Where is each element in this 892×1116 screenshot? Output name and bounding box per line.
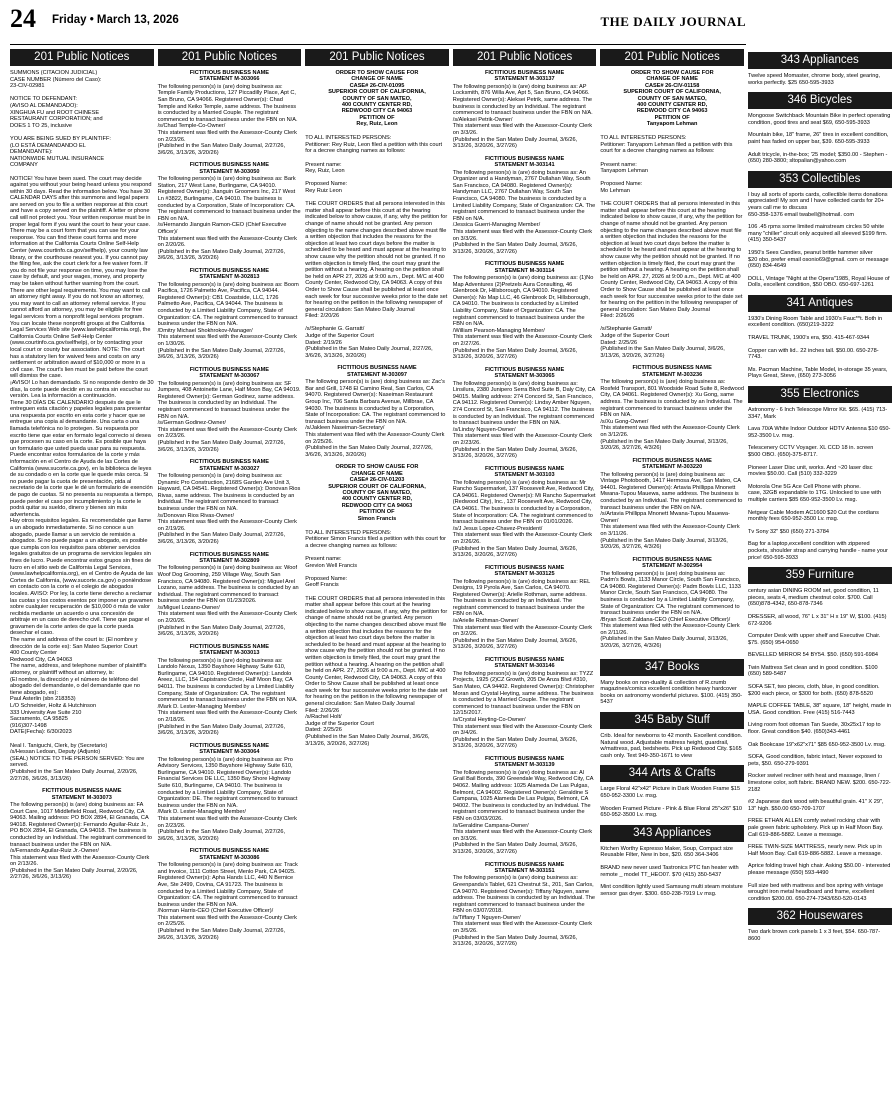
- notice-title: ORDER TO SHOW CAUSE FOR CHANGE OF NAME CASE# 26-CIV-01095 SUPERIOR COURT OF CALIFORNIA, COUNTY OF SAN MATEO, 400 COUNTY CENTER RD, REDWOOD CITY CA 94063 PETITION OF Rey, Ruiz, Leon: [328, 70, 426, 128]
- classified-ad: Mongoose Switchback Mountain Bike in perfect operating condition, good tires and seat $69, 650-595-3933: [747, 113, 891, 126]
- section-header: 343 Appliances: [600, 825, 744, 842]
- classified-ad: Ms. Pacman Machine, Table Model, in-storage 35 years, Plays Great, Steve, (650) 273-3056: [747, 366, 888, 380]
- classified-ad: Twelve speed Momaster, chrome body, steel gearing, works perfectly. $25 650-595-3933: [747, 73, 881, 86]
- notice-body: The following person(s) is (are) doing business as: Boom Pacifica, 1726 Palmetto Ave, Pacifica, CA 94044. Registered Owner(s): CB1 Coastside, LLC, 1726 Palmetto Ave, Pacifica, CA 94044. The business is conducted by a Limited Liability Company, State of Organization: CA. The registrant commenced to transact business under the FBN on N/A. /Dmitry Michael Shokhrokov-Manager/ This statement was filed with the Assessor-County Clerk on 1/30/26. (Published in the San Mateo Daily Journal, 2/27/26, 3/6/26, 3/13/26, 3/20/26): [157, 281, 299, 361]
- notice: [10, 788, 154, 881]
- classified-ad: Copper can with lid.. 22 inches tall. $50.00. 650-278-7743.: [747, 347, 879, 361]
- notice-title: ORDER TO SHOW CAUSE FOR CHANGE OF NAME CASE# 26-CIV-01203 SUPERIOR COURT OF CALIFORNIA, COUNTY OF SAN MATEO, 400 COUNTY CENTER RD, REDWOOD CITY CA 94063 PETITION OF Simon Francis: [328, 464, 426, 522]
- notice-body: The following person(s) is (are) doing business as: Mr Rancho Supermarket, 137 Roosevelt Ave, Redwood City, CA 94061. Registered Owner(s): Mi Rancho Supermarket (Redwood City), Inc., 137 Roosevelt Ave, Redwood City, CA 94061. The business is conducted by a Corporation, State of Incorporation: CA. The registrant commenced to transact business under the FBN on 01/01/2026. /s/J Jesus Lopez-Chavez-President/ This statement was filed with the Assessor-County Clerk on 2/26/26. (Published in the San Mateo Daily Journal, 3/6/26, 3/13/26, 3/20/26, 3/27/26): [452, 479, 596, 559]
- notice: [453, 862, 597, 948]
- notice-title: FICTITIOUS BUSINESS NAME STATEMENT M-303065: [484, 366, 565, 380]
- notice: [600, 557, 744, 650]
- notice-body: The following person(s) is (are) doing business as: Vintage Photobooth, 1417 Hermosa Ave, San Mateo, CA 94401. Registered Owner(s): Artavia Phillippa Mnonett Mwana-Tupou Mauewa, same address. The business is conducted by an Individual. The registrant commenced to transact business under the FBN on N/A. /s/Artavia Phillippa Mnonett Mwana-Tupou Mauewa-Owner/ This statement was filed with the Assessor-County Clerk on 3/11/26. (Published in the San Mateo Daily Journal, 3/13/26, 3/20/26, 3/27/26, 4/3/26): [600, 471, 743, 551]
- classified-ad: #2 Japanese dark wood with beautiful grain. 41" X 29", 13" high. $50.00 650-709-1707: [747, 799, 884, 812]
- notice: [158, 644, 302, 737]
- notice-body: The following person(s) is (are) doing business as: Pro Advisory Services, 1350 Bayshore Highway Suite 610, Burlingame, CA 94010. Registered Owner(s): Landolo Financial Services DE LLC, 1350 Bay Shore Highway Suite 610, Burlingame, CA 94010. The business is conducted by a Limited Liability Company, State of Organization: DE. The registrant commenced to transact business under the FBN on N/A. /Mark D. Lester-Managing Member/ This statement was filed with the Assessor-County Clerk on 2/23/26. (Published in the San Mateo Daily Journal, 2/27/26, 3/6/26, 3/13/26, 3/20/26): [157, 756, 298, 842]
- section-header: 346 Bicycles: [748, 92, 892, 109]
- notice: [453, 70, 597, 150]
- notice: [453, 756, 597, 856]
- notice-body: The following person(s) is (are) doing business as: REL Designs, 19 Pyrola Ave, San Carlos, CA 94070. Registered Owner(s): Arielle Rothman, same address. The business is conducted by an Individual. The registrant commenced to transact business under the FBN on N/A. /s/Arielle Rothman-Owner/ This statement was filed with the Assessor-County Clerk on 3/2/26. (Published in the San Mateo Daily Journal, 3/6/26, 3/13/26, 3/20/26, 3/27/26): [452, 578, 593, 651]
- notice-title: FICTITIOUS BUSINESS NAME STATEMENT M-302813: [189, 267, 270, 281]
- notice-body: The following person(s) is (are) doing business as: Dynamic Pro Construction, 2168S Garden Ave Unit 3, Hayward, CA 94541. Registered Owner(s): Donovan Rios Rivas, same address. The business is conducted by an Individual. The registrant commenced to transact business under the FBN on N/A. /s/Donovan Rios Rivas-Owner/ This statement was filed with the Assessor-County Clerk on 2/19/26. (Published in the San Mateo Daily Journal, 2/27/26, 3/6/26, 3/13/26, 3/20/26): [157, 472, 301, 545]
- section-header: 343 Appliances: [748, 52, 892, 69]
- notice-title: FICTITIOUS BUSINESS NAME STATEMENT M-303050: [189, 162, 270, 175]
- classified-ad: Crib. Ideal for newborns to 42 month. Excellent condition. Natural wood. Adjustable mattress height, guardrail, w/mattress, pad, bedsheets. Pick up Redwood City. $165 cash only. Text 949-350-1671 to view: [600, 733, 743, 759]
- notice-body: SUMMONS (CITACION JUDICIAL) CASE NUMBER (Número del Caso): 23-CIV-02981 NOTICE TO DEFENDANT: (AVISO AL DEMANDADO): XINGHUA FU and ROOT CHINESE RESTAURANT CORPORATION; and DOES 1 TO 25, inclusive YOU ARE BEING SUED BY PLAINTIFF: (LO ESTÁ DEMANDANDO EL DEMANDANTE): NATIONWIDE MUTUAL INSURANCE COMPANY NOTICE! You have been sued. The court may decide against you without your being heard unless you respond within 30 days. Read the information below. You have 30 CALENDAR DAYS after this summons and legal papers are served on you to file a written response at this court and have a copy served on the plaintiff. A letter or phone call will not protect you. Your written response must be in proper legal form if you want the court to hear your case. There may be a court form that you can use for your response. You can find these court forms and more information at the California Courts Online Self-Help Center (www.courtinfo.ca.gov/selfhelp), your county law library, or the courthouse nearest you. If you cannot pay the filing fee, ask the court clerk for a fee waiver form. If you do not file your response on time, you may lose the case by default, and your wages, money, and property may be taken without further warning from the court. There are other legal requirements. You may want to call an attorney right away. If you do not know an attorney, you may want to call an attorney referral service. If you cannot afford an attorney, you may be eligible for free legal services from a nonprofit legal services program. You can locate these nonprofit groups at the California Legal Services Web site (www.lawhelpcalifornia.org), the California Courts Online Self-Help Center (www.courtinfo.ca.gov/selfhelp), or by contacting your local court or county bar association. NOTE: The court has a statutory lien for waived fees and costs on any settlement or arbitration award of $10,000 or more in a civil case. The court's lien must be paid before the court will dismiss the case. ¡AVISO! Lo han demandado. Si no responde dentro de 30 días, la corte puede decidir en su contra sin escuchar su versión. Lea la información a continuación. Tiene 30 DÍAS DE CALENDARIO después de que le entreguen esta citación y papeles legales para presentar una respuesta por escrito en esta corte y hacer que se entregue una copia al demandante. Una carta o una llamada telefónica no lo protegen. Su respuesta por escrito tiene que estar en formato legal correcto si desea que procesen su caso en la corte. Es posible que haya un formulario que usted pueda usar para su respuesta. Puede encontrar estos formularios de la corte y más información en el Centro de Ayuda de las Cortes de California (www.sucorte.ca.gov), en la biblioteca de leyes de su condado o en la corte que le quede más cerca. Si no puede pagar la cuota de presentación, pida al secretario de la corte que le dé un formulario de exención de pago de cuotas. Si no presenta su respuesta a tiempo, puede perder el caso por incumplimiento y la corte le podrá quitar su sueldo, dinero y bienes sin más advertencia. Hay otros requisitos legales. Es recomendable que llame a un abogado inmediatamente. Si no conoce a un abogado, puede llamar a un servicio de remisión a abogados. Si no puede pagar a un abogado, es posible que cumpla con los requisitos para obtener servicios legales gratuitos de un programa de servicios legales sin fines de lucro. Puede encontrar estos grupos sin fines de lucro en el sitio web de California Legal Services, (www.lawhelpcalifornia.org), en el Centro de Ayuda de las Cortes de California, (www.sucorte.ca.gov) o poniéndose en contacto con la corte o el colegio de abogados locales. AVISO: Por ley, la corte tiene derecho a reclamar las cuotas y los costos exentos por imponer un gravamen sobre cualquier recuperación de $10,000 ó más de valor recibida mediante un acuerdo o una concesión de arbitraje en un caso de derecho civil. Tiene que pagar el gravamen de la corte antes de que la corte pueda desechar el caso. The name and address of the court is: (El nombre y dirección de la corte es): San Mateo Superior Court 400 County Center Redwood City, CA 94063 The name, address, and telephone number of plaintiff's attorney, or plaintiff without an attorney, is: (El nombre, la dirección y el número de teléfono del abogado del demandante, o del demandante que no tiene abogado, es): Paul Asterlin (sbn 218353) L/O Schneider, Holtz & Hutchinson 333 University Ave Suite 210 Sacramento, CA 95825 (916)307-1498 DATE(Fecha): 6/30/2023 Neal I. Taniguchi, Clerk, by (Secretario) /s/Hessan Ledoan, Deputy (Adjunto) (SEAL) NOTICE TO THE PERSON SERVED: You are served. (Published in the San Mateo Daily Journal, 2/20/26, 2/27/26, 3/6/26, 3/13/26): [10, 70, 154, 782]
- classified-ad: Lava 70/A White Indoor Outdoor HDTV Antenna $10 650-952-3500 Lv. msg.: [747, 426, 891, 439]
- classified-ad: SOFA, Good condition, fabric intact, Never exposed to pets, $50. 650-279-9391: [747, 754, 883, 767]
- notice-title: FICTITIOUS BUSINESS NAME STATEMENT M-303146: [484, 657, 565, 670]
- notice-body: The following person(s) is (are) doing business as: An Organizer and a Handyman, 2767 Dullahan Way, South San Francisco, CA 94080. Registered Owner(s): Handyman LLC, 2767 Dullahan Way, South San Francisco, CA 94080. The business is conducted by a Limited Liability Company, State of Organization: CA. The registrant commenced to transact business under the FBN on N/A. /Jessica Guerri-Managing Member/ This statement was filed with the Assessor-County Clerk on 3/3/26. (Published in the San Mateo Daily Journal, 3/6/26, 3/13/26, 3/20/26, 3/27/26): [452, 169, 596, 255]
- issue-date: Friday • March 13, 2026: [52, 14, 179, 26]
- notice-body: The following person(s) is (are) doing business as: Linsilura, 2380 Junipero Serra Blvd Suite B, Daly City, CA 94015. Mailing address: 274 Concord St, San Francisco, CA 94112. Registered Owner(s): Lindsy Amber Nguyen, 274 Concord St, San Francisco, CA 94112. The business is conducted by an Individual. The registrant commenced to transact business under the FBN on N/A. /s/Lindsy Nguyen-Owner/ This statement was filed with the Assessor-County Clerk on 2/23/26. (Published in the San Mateo Daily Journal, 3/6/26, 3/13/26, 3/20/26, 3/27/26): [452, 380, 596, 460]
- classified-ad: Tv Sony 32" $50 (650) 271-3784: [747, 528, 829, 535]
- classified-ad: century asian DINING ROOM set, good condition, 11 pieces, seats 4, medium chestnut color. $700. Call (650)878-4342, 650-878-7346: [747, 588, 879, 608]
- notice-title: FICTITIOUS BUSINESS NAME STATEMENT M-302954: [632, 556, 712, 570]
- classified-sections: [748, 49, 892, 949]
- classified-ad: DOLL, Vintage "Night at the Opera"1985, Royal House of Dolls, excellent condition, $50 OBO. 650-697-1261: [747, 275, 890, 289]
- notice: [158, 268, 302, 361]
- masthead: [10, 4, 746, 45]
- column-2: [158, 49, 302, 1111]
- notice-body: The following person(s) is (are) doing business as: (1)No Map Adventures (2)Pretzels Aura Consulting, 46 Glenbrook Dr, Hillsborough, CA 94010. Registered Owner(s): No Map LLC, 46 Glenbrook Dr, Hillsborough, CA 94010. The business is conducted by a Limited Liability Company, State of Organization: CA. The registrant commenced to transact business under the FBN on N/A. /William Pearson-Managing Member/ This statement was filed with the Assessor-County Clerk on 2/27/26. (Published in the San Mateo Daily Journal, 3/6/26, 3/13/26, 3/20/26, 3/27/26): [452, 275, 594, 361]
- classified-ad: 1950's Sees Candies, peanut brittle hammer silver $20 obo, prefer email osonio69@gmail. com or message (650) 834-4649: [747, 249, 889, 270]
- notice-title: FICTITIOUS BUSINESS NAME STATEMENT M-303027: [189, 459, 270, 472]
- classified-ad: Wooden Framed Picture - Pink & Blue Floral 25"x26" $10 650-952-3500 Lv. msg.: [600, 805, 742, 819]
- notice-body: TO ALL INTERESTED PERSONS: Petitioner: Tanyapom Lehman filed a petition with this court for a decree changing names as follows: Present name: Tanyapom Lehman Proposed Name: Mo Lehman THE COURT ORDERS that all persons interested in this matter shall appear before this court at the hearing indicated below to show cause, if any, why the petition for change of name should not be granted. Any person objecting to the name changes described above must file a written objection that includes the reasons for the objection at least two court days before the matter is scheduled to be heard and must appear at the hearing to show cause why the petition should not be granted. If no written objection is timely filed, the court may grant the petition without a hearing. A hearing on the petition shall be held on APR. 27, 2026 at 9:00 a.m., Dept. M/C at 400 County Center, Redwood City, CA 94063. A copy of this Order to Show Cause shall be published at least once each week for four successive weeks prior to the date set for hearing on the petition in the following newspaper of general circulation: San Mateo Daily Journal Filed: 2/26/26 /s/Stephanie Garratt/ Judge of the Superior Court Dated: 2/25/26 (Published in the San Mateo Daily Journal, 3/6/26, 3/13/26, 3/20/26, 3/27/26): [600, 135, 743, 359]
- section-header: 359 Furniture: [748, 567, 892, 584]
- notice: [453, 367, 597, 460]
- classified-ad: FREE ETHAN ALLEN comfy swivel rocking chair with pale green fabric upholstery. Pick up in Half Moon Bay. Call 619-886-5882. Leave a message.: [747, 818, 884, 838]
- section-header: 355 Electronics: [748, 386, 892, 403]
- notice-body: The following person(s) is (are) doing business as: Greenpanda's Tablet, 621 Chestnut St., 201, San Carlos, CA 94070. Registered Owner(s): Tiffany Nguyen, same address. The business is conducted by an Individual. The registrant commenced to transact business under the FBN on 03/07/2018. /s/Tiffany T Nguyen-Owner/ This statement was filed with the Assessor-County Clerk on 3/5/26. (Published in the San Mateo Daily Journal, 3/6/26, 3/13/26, 3/20/26, 3/27/26): [452, 875, 595, 948]
- notice-body: The following person(s) is (are) doing business as: Landolo Nexus, 1350 Bayshore Highway Suite 610, Burlingame, CA 94010. Registered Owner(s): Landolo Areez, LLC, 154 Capistrano Circle, Half Moon Bay, CA 94011. The business is conducted by a Limited Liability Company, State of Organization: CA. The registrant commenced to transact business under the FBN on N/A. /Mark D. Lester-Managing Member/ This statement was filed with the Assessor-County Clerk on 2/18/26. (Published in the San Mateo Daily Journal, 2/27/26, 3/6/26, 3/13/26, 3/20/26): [157, 657, 298, 737]
- section-header: 201 Public Notices: [453, 49, 597, 66]
- notice-title: FICTITIOUS BUSINESS NAME STATEMENT M-303066: [189, 70, 270, 83]
- notice-title: FICTITIOUS BUSINESS NAME STATEMENT M-303139: [484, 755, 565, 769]
- classified-ad: FREE TWIN-SIZE MATTRESS, nearly new. Pick up in Half Moon Bay. Call 619-886-5882. Leave a message.: [747, 844, 883, 857]
- classified-ad: Computer Desk with upper shelf and Executive Chair. $75. (650) 954-0650: [747, 633, 881, 646]
- notice: [600, 458, 744, 551]
- section-header: 347 Books: [600, 659, 744, 676]
- notice: [10, 70, 154, 782]
- column-4: [453, 49, 597, 1111]
- notice-body: The following person(s) is (are) doing business as: AP Locksmith, 876 Willa Ave, Apt 5, San Bruno, CA 94066. Registered Owner(s): Aleksei Petrik, same address. The business is conducted by an Individual. The registrant commenced to transact business under the FBN on N/A. /s/Aleksei Petrik-Owner/ This statement was filed with the Assessor-County Clerk on 3/3/26. (Published in the San Mateo Daily Journal, 3/6/26, 3/13/26, 3/20/26, 3/27/26): [452, 83, 593, 150]
- classified-ad: Pioneer Laser Disc unit, works. And ~20 laser disc movies $50.00. Call (510) 332-3229: [747, 464, 873, 478]
- classified-ad: Oak Bookcase 19"x62"x71" $85 650-952-3500 Lv. msg.: [747, 741, 886, 748]
- notice-title: FICTITIOUS BUSINESS NAME STATEMENT M-303086: [189, 848, 270, 861]
- notice-title: FICTITIOUS BUSINESS NAME STATEMENT M-302809: [189, 551, 270, 564]
- section-header: 353 Collectibles: [748, 171, 892, 188]
- classified-ad: Aprice folding travel high chair. Asking $50.00 - interested please message (650) 593-4490: [747, 863, 891, 876]
- classified-ad: DRESSER, all wood, 76" L x 31" H x 19" W, $100. (415) 672-9206: [747, 613, 887, 627]
- notice-body: TO ALL INTERESTED PERSONS: Petitioner Simon Francis filed a petition with this court for a decree changing names as follows: Present name: Grevion Well Francis Proposed Name: Geoff Francis THE COURT ORDERS that all persons interested in this matter shall appear before this court at the hearing indicated below to show cause, if any, why the petition for change of name should not be granted. Any person objecting to the name changes described above must file a written objection that includes the reasons for the objection at least two court days before the matter is scheduled to be heard and must appear at the hearing to show cause why the petition should not be granted. If no written objection is timely filed, the court may grant the petition without a hearing. A hearing on the petition shall be held on APR. 27, 2026 at 9:00 a.m., Dept. M/C at 400 County Center, Redwood City, CA 94063. A copy of this Order to Show Cause shall be published at least once each week for four successive weeks prior to the date set for hearing on the petition in the following newspaper of general circulation: San Mateo Daily Journal Filed: 2/26/26 /s/Rachel Holt/ Judge of the Superior Court Dated: 2/25/26 (Published in the San Mateo Daily Journal, 3/6/26, 3/13/26, 3/20/26, 3/27/26): [305, 529, 448, 747]
- notice: [453, 261, 597, 361]
- column-1: [10, 49, 154, 1111]
- notice-title: FICTITIOUS BUSINESS NAME STATEMENT M-303236: [632, 365, 712, 378]
- notice-title: FICTITIOUS BUSINESS NAME STATEMENT M-303137: [484, 70, 565, 83]
- section-header: 201 Public Notices: [10, 49, 154, 66]
- notice-title: FICTITIOUS BUSINESS NAME STATEMENT M-303141: [484, 155, 565, 169]
- notice-title: FICTITIOUS BUSINESS NAME STATEMENT M-303220: [632, 457, 712, 471]
- section-header: 201 Public Notices: [600, 49, 744, 66]
- notice: [453, 156, 597, 256]
- section-header: 201 Public Notices: [158, 49, 302, 66]
- notice: [158, 848, 302, 941]
- classified-ad: MAPLE COFFEE TABLE, 38" square, 18" height, made in USA. Good condition. Free (415) 516-7443: [747, 703, 892, 716]
- notice: [158, 367, 302, 453]
- notice-body: The following person(s) is (are) doing business as: Al Grail Bail Bonds, 390 Greendale Way, Redwood City, CA 94062. Mailing address: 1025 Alameda De Las Pulgas, Belmont, CA 94002. Registered Owner(s): Geraldine S Campana, 1025 Alameda De Las Pulgas, Belmont, CA 94002. The business is conducted by an Individual. The registrant commenced to transact business under the FBN on 03/03/2026. /s/Geraldine Campana-Owner/ This statement was filed with the Assessor-County Clerk on 3/3/26. (Published in the San Mateo Daily Journal, 3/6/26, 3/13/26, 3/20/26, 3/27/26): [452, 769, 594, 855]
- classified-ad: Many books on non-duality & collection of R.crumb magazines/comics excellent condition heavy hardcover books on astronomy wonderful pictures. $100. (415) 350-5437: [600, 679, 743, 706]
- classified-ad: 1930's Dining Room Table and 1930's Fauc**t. Both in excellent condition. (650)219-3222: [747, 315, 883, 329]
- section-header: 345 Baby Stuff: [600, 712, 744, 729]
- page-number: 24: [10, 4, 36, 33]
- classified-ad: Netgear Cable Modem AC1600 $20 Cut the cordians monthly fees 650-952-3500 Lv. msg.: [747, 509, 879, 523]
- notice-title: FICTITIOUS BUSINESS NAME STATEMENT M-303097: [337, 365, 417, 378]
- notice-body: The following person(s) is (are) doing business as: Woof Woof Dog Grooming, 259 Village Way, South San Francisco, CA 94080. Registered Owner(s): Miguel Arel Lozano, same address. The business is conducted by an Individual. The registrant commenced to transact business under the FBN on 01/23/2026. /s/Miguel Lozano-Owner/ This statement was filed with the Assessor-County Clerk on 2/20/26. (Published in the San Mateo Daily Journal, 2/27/26, 3/6/26, 3/13/26, 3/20/26): [157, 565, 299, 638]
- column-5: [600, 49, 744, 1111]
- notice-body: The following person(s) is (are) doing business as: TYZZ Projects, 1925 (2)CZ Growth, 205 De Anza Blvd #310, San Mateo, CA 94402. Registered Owner(s): Christopher Moran and Crystal Heyting, same address. The business is conducted by a Married Couple. The registrant commenced to transact business under the FBN on 12/15/2017. /s/Crystal Heyting-Co-Owner/ This statement was filed with the Assessor-County Clerk on 3/4/26. (Published in the San Mateo Daily Journal, 3/6/26, 3/13/26, 3/20/26, 3/27/26): [452, 670, 595, 750]
- notice-body: The following person(s) is (are) doing business as: Zac's Bar and Grill, 1748 El Camino Real, San Carlos, CA 94070. Registered Owner(s): Naseiman Restaurant Group Inc, 706 Santa Barbara Avenue, Millbrae, CA 94030. The business is conducted by a Corporation, State of Incorporation: CA. The registrant commenced to transact business under the FBN on N/A. /s/Jakleen Naseiman-Secretary/ This statement was filed with the Assessor-County Clerk on 2/25/26. (Published in the San Mateo Daily Journal, 2/27/26, 3/6/26, 3/13/26, 3/20/26): [305, 379, 446, 458]
- notice-body: The following person(s) is (are) doing business as: Track and Invoice, 1111 Cotton Street, Menlo Park, CA 94025. Registered Owner(s): Apha Hands LLC, 440 N Bernice Ave, Ste 2499, Covina, CA 91723. The business is conducted by a Limited Liability Company, State of Organization: CA. The registrant commenced to transact business under the FBN on N/A. /Norman Harris-CEO (Chief Executive Officer)/ This statement was filed with the Assessor-County Clerk on 2/25/26. (Published in the San Mateo Daily Journal, 2/27/26, 3/6/26, 3/13/26, 3/20/26): [157, 862, 298, 941]
- classified-ad: Mint condition lightly used Samsung multi steam moisture sensor gas dryer. $300. 650-238-7919 Lv msg.: [600, 884, 743, 897]
- notice: [158, 459, 302, 545]
- notice-body: TO ALL INTERESTED PERSONS: Petitioner: Rey Ruiz, Leon filed a petition with this court for a decree changing names as follows: Present name: Rey, Ruiz, Leon Proposed Name: Rey Ruiz Leon THE COURT ORDERS that all persons interested in this matter shall appear before this court at the hearing indicated below to show cause, if any, why the petition for change of name should not be granted. Any person objecting to the name changes described above must file a written objection that includes the reasons for the objection at least two court days before the matter is scheduled to be heard and must appear at the hearing to show cause why the petition should not be granted. If no written objection is timely filed, the court may grant the petition without a hearing. A hearing on the petition shall be held on APR 27, 2026 at 9:00 a.m., Dept. M/C at 400 County Center, Redwood City, CA 94063. A copy of this Order to Show Cause shall be published at least once each week for four successive weeks prior to the date set for hearing on the petition in the following newspaper of general circulation: San Mateo Daily Journal Filed: 2/20/26 /s/Stephanie G. Garratt/ Judge of the Superior Court Dated: 2/19/26 (Published in the San Mateo Daily Journal, 2/27/26, 3/6/26, 3/13/26, 3/20/26): [305, 135, 448, 359]
- classified-ad: 106 .45 rpms some limited mainstream circles 50 white many "chiller" circuit only acquired all sleeved $199 firm. (415) 350-5437: [747, 224, 888, 244]
- classified-ad: I buy all sorts of sports cards, collectible items donations appreciated! My son and I have collected cards for 20+ years call me to discuss 650-358-1376 email twabell@hotmail. com: [747, 191, 888, 218]
- notice-title: FICTITIOUS BUSINESS NAME STATEMENT M-303114: [484, 261, 565, 274]
- column-3: [305, 49, 449, 1111]
- classified-ad: Twin Mattress Set clean and in good condition. $100 (650) 589-5487: [747, 664, 878, 678]
- notice: [600, 70, 744, 359]
- classified-ad: Mountain bike, 18" frame, 26" tires in excellent condition, paint has faded on upper bar, $39. 650-595-3933: [747, 132, 889, 145]
- classified-ad: Telescenery CCTV Voyager. XL CCD 18 in. screen $500 OBO. (650)-375-8717.: [747, 445, 874, 458]
- notice: [158, 743, 302, 843]
- notice-title: FICTITIOUS BUSINESS NAME STATEMENT M-303125: [484, 564, 565, 578]
- notice-title: FICTITIOUS BUSINESS NAME STATEMENT M-303151: [484, 861, 565, 874]
- notice: [158, 70, 302, 156]
- notice-body: The following person(s) is (are) doing business as: SF Jumpers, 408 Antoinette Lane, Half Moon Bay, CA 94019. Registered Owner(s): German Godinez, same address. The business is conducted by an Individual. The registrant commenced to transact business under the FBN on N/A. /s/German Godinez-Owner/ This statement was filed with the Assessor-County Clerk on 2/23/26. (Published in the San Mateo Daily Journal, 2/27/26, 3/6/26, 3/13/26, 3/20/26): [157, 380, 301, 453]
- notice: [453, 466, 597, 559]
- notice: [600, 365, 744, 451]
- notice-title: FICTITIOUS BUSINESS NAME STATEMENT M-303103: [484, 465, 565, 479]
- notice-title: ORDER TO SHOW CAUSE FOR CHANGE OF NAME CASE# 26-CIV-01158 SUPERIOR COURT OF CALIFORNIA, COUNTY OF SAN MATEO, 400 COUNTY CENTER RD, REDWOOD CITY CA 94063 PETITION OF Tanyapom Lehman: [623, 70, 721, 128]
- classified-ad: BRAND new never used Tastronics PTC fan heater with remote _ model TT_HEO07. $70 (415) 350-5437: [600, 864, 739, 878]
- section-header: 344 Arts & Crafts: [600, 765, 744, 782]
- notice-title: FICTITIOUS BUSINESS NAME STATEMENT M-303064: [189, 742, 270, 756]
- classified-ad: Rocker swivel recliner with heat and massage, linen / limestone color, soft fabric. BRAND NEW. $200. 650-722-2182: [747, 773, 891, 793]
- notice: [305, 365, 449, 458]
- notice: [453, 657, 597, 750]
- classified-ad: TRAVEL TRUNK, 1900's era, $50. 415-467-9344: [747, 335, 870, 342]
- column-6: [748, 49, 892, 1111]
- classified-ad: Two dark brown cork panels 1 x 3 feet, $54. 650-787-8600: [747, 929, 881, 942]
- classified-ad: Full size bed with mattress and box spring with vintage wrought iron metal headboard and frame, excellent condition $200.00. 650-274-7343/650-520-0143: [747, 882, 884, 902]
- notice: [305, 70, 449, 359]
- columns: [10, 49, 892, 1111]
- notice-body: The following person(s) is (are) doing business as: Bark Station, 217 West Lane, Burlingame, CA 94010. Registered Owner(s): Jianguin Groomers Inc, 217 West Ln #3822, Burlingame, CA 94010. The business is conducted by a Corporation, State of Incorporation: CA. The registrant commenced to transact business under the FBN on N/A. /s/Hernando Jianguin Ramon-CEO (Chief Executive Officer)/ This statement was filed with the Assessor-County Clerk on 2/20/26. (Published in the San Mateo Daily Journal, 2/27/26, 3/6/26, 3/13/26, 3/20/26): [157, 176, 301, 262]
- notice: [305, 464, 449, 747]
- notice-body: The following person(s) is (are) doing business as: Padm's Bowls, 1133 Manor Circle, South San Francisco, CA 94080. Registered Owner(s): Padm Bowls LLC, 1133 Manor Circle, South San Francisco, CA 94080. The business is conducted by a Limited Liability Company, State of Organization: CA. The registrant commenced to transact business under the FBN on N/A. /Bryan Scott Zaldana-CEO (Chief Executive Officer)/ This statement was filed with the Assessor-County Clerk on 2/11/26. (Published in the San Mateo Daily Journal, 3/13/26, 3/20/26, 3/27/26, 4/3/26): [600, 570, 741, 650]
- classified-ad: Motorola One 5G Ace Cell Phone with phone. case, 32GB expandable to 1TG. Unlocked to use with multiple carriers $85 650-952-3500 Lv. msg.: [747, 483, 882, 503]
- notice-title: FICTITIOUS BUSINESS NAME STATEMENT M-303073: [42, 788, 122, 801]
- classified-ad: Large Floral 42"x42" Picture in Dark Wooden Frame $15 650-952-3300 Lv. msg.: [600, 786, 741, 799]
- notice: [158, 162, 302, 262]
- section-header: 341 Antiques: [748, 295, 892, 312]
- notice-body: The following person(s) is (are) doing business as: FA Court Care, 1017 Middlefield Road, Redwood City, CA 94063. Mailing address: PO BOX 2894, El Granada, CA 94018. Registered Owner(s): Fernando Aguilar-Ruiz Jr., PO BOX 2894, El Granada, CA 94018. The business is conducted by an Individual. The registrant commenced to transact business under the FBN on N/A. /s/Fernando Aguilar-Ruiz Jr.-Owner/ This statement was filed with the Assessor-County Clerk on 2/13/26. (Published in the San Mateo Daily Journal, 2/20/26, 2/27/26, 3/6/26, 3/13/26): [10, 801, 152, 881]
- classified-ad: Adult tricycle, in-the-box; '25 model; $350.00 - Stephen - (650) 280-3800; sltopalian@yahoo.com: [747, 151, 888, 165]
- classified-ad: Living room foot ottoman Tan Suede, 30x25x17 top to floor. Great condition $40. (650)343-4461: [747, 722, 881, 736]
- notice-body: The following person(s) is (are) doing business as: Rosfeld Transport, 801 Woodside Road Suite 8, Redwood City, CA 94061. Registered Owner(s): Xu Gong, same address. The business is conducted by an Individual. The registrant commenced to transact business under the FBN on N/A. /s/Xu Gong-Owner/ This statement was filed with the Assessor-County Clerk on 3/12/26. (Published in the San Mateo Daily Journal, 3/13/26, 3/20/26, 3/27/26, 4/3/26): [600, 379, 744, 452]
- classified-ad: Kitchen Worthy Expresso Maker, Soup, Compact size Reusable Filter, New in box, $20. 650 364-3406: [600, 845, 734, 859]
- notice: [158, 552, 302, 638]
- notice-title: FICTITIOUS BUSINESS NAME STATEMENT M-303067: [189, 366, 270, 380]
- notice-title: FICTITIOUS BUSINESS NAME STATEMENT M-303013: [189, 643, 270, 657]
- notice: [453, 565, 597, 651]
- classified-ad: Astronomy - 6 Inch Telescope Mirror Kit. $65. (415) 713-3347, Mark: [747, 407, 888, 420]
- classified-ad: BEVELLED MIRROR 54 BY54. $50. (650) 591-6984: [747, 652, 878, 659]
- classified-ad: SOFA SET, two pieces, cloth, blue, in good condition. $200 each piece, or $300 for both. (650) 878-5520: [747, 684, 880, 697]
- section-header: 362 Housewares: [748, 908, 892, 925]
- classified-sections: [600, 656, 744, 904]
- classified-ad: Bag for a laptop,excellent condition with zippered pockets, shoulder strap and carrying handle - name your price! 650-595-3933: [747, 541, 888, 561]
- notice-body: The following person(s) is (are) doing business as: Temple Family Productions, 127 Piccadilly Place, Apt C, San Bruno, CA 94066. Registered Owner(s): Chad Temple and Keiko Temple, same address. The business is conducted by a Married Couple. The registrant commenced to transact business under the FBN on N/A. /s/Chad Temple-Co-Owner/ This statement was filed with the Assessor-County Clerk on 2/23/26. (Published in the San Mateo Daily Journal, 2/27/26, 3/6/26, 3/13/26, 3/20/26): [157, 83, 298, 156]
- section-header: 201 Public Notices: [305, 49, 449, 66]
- newspaper-name: THE DAILY JOURNAL: [600, 14, 746, 29]
